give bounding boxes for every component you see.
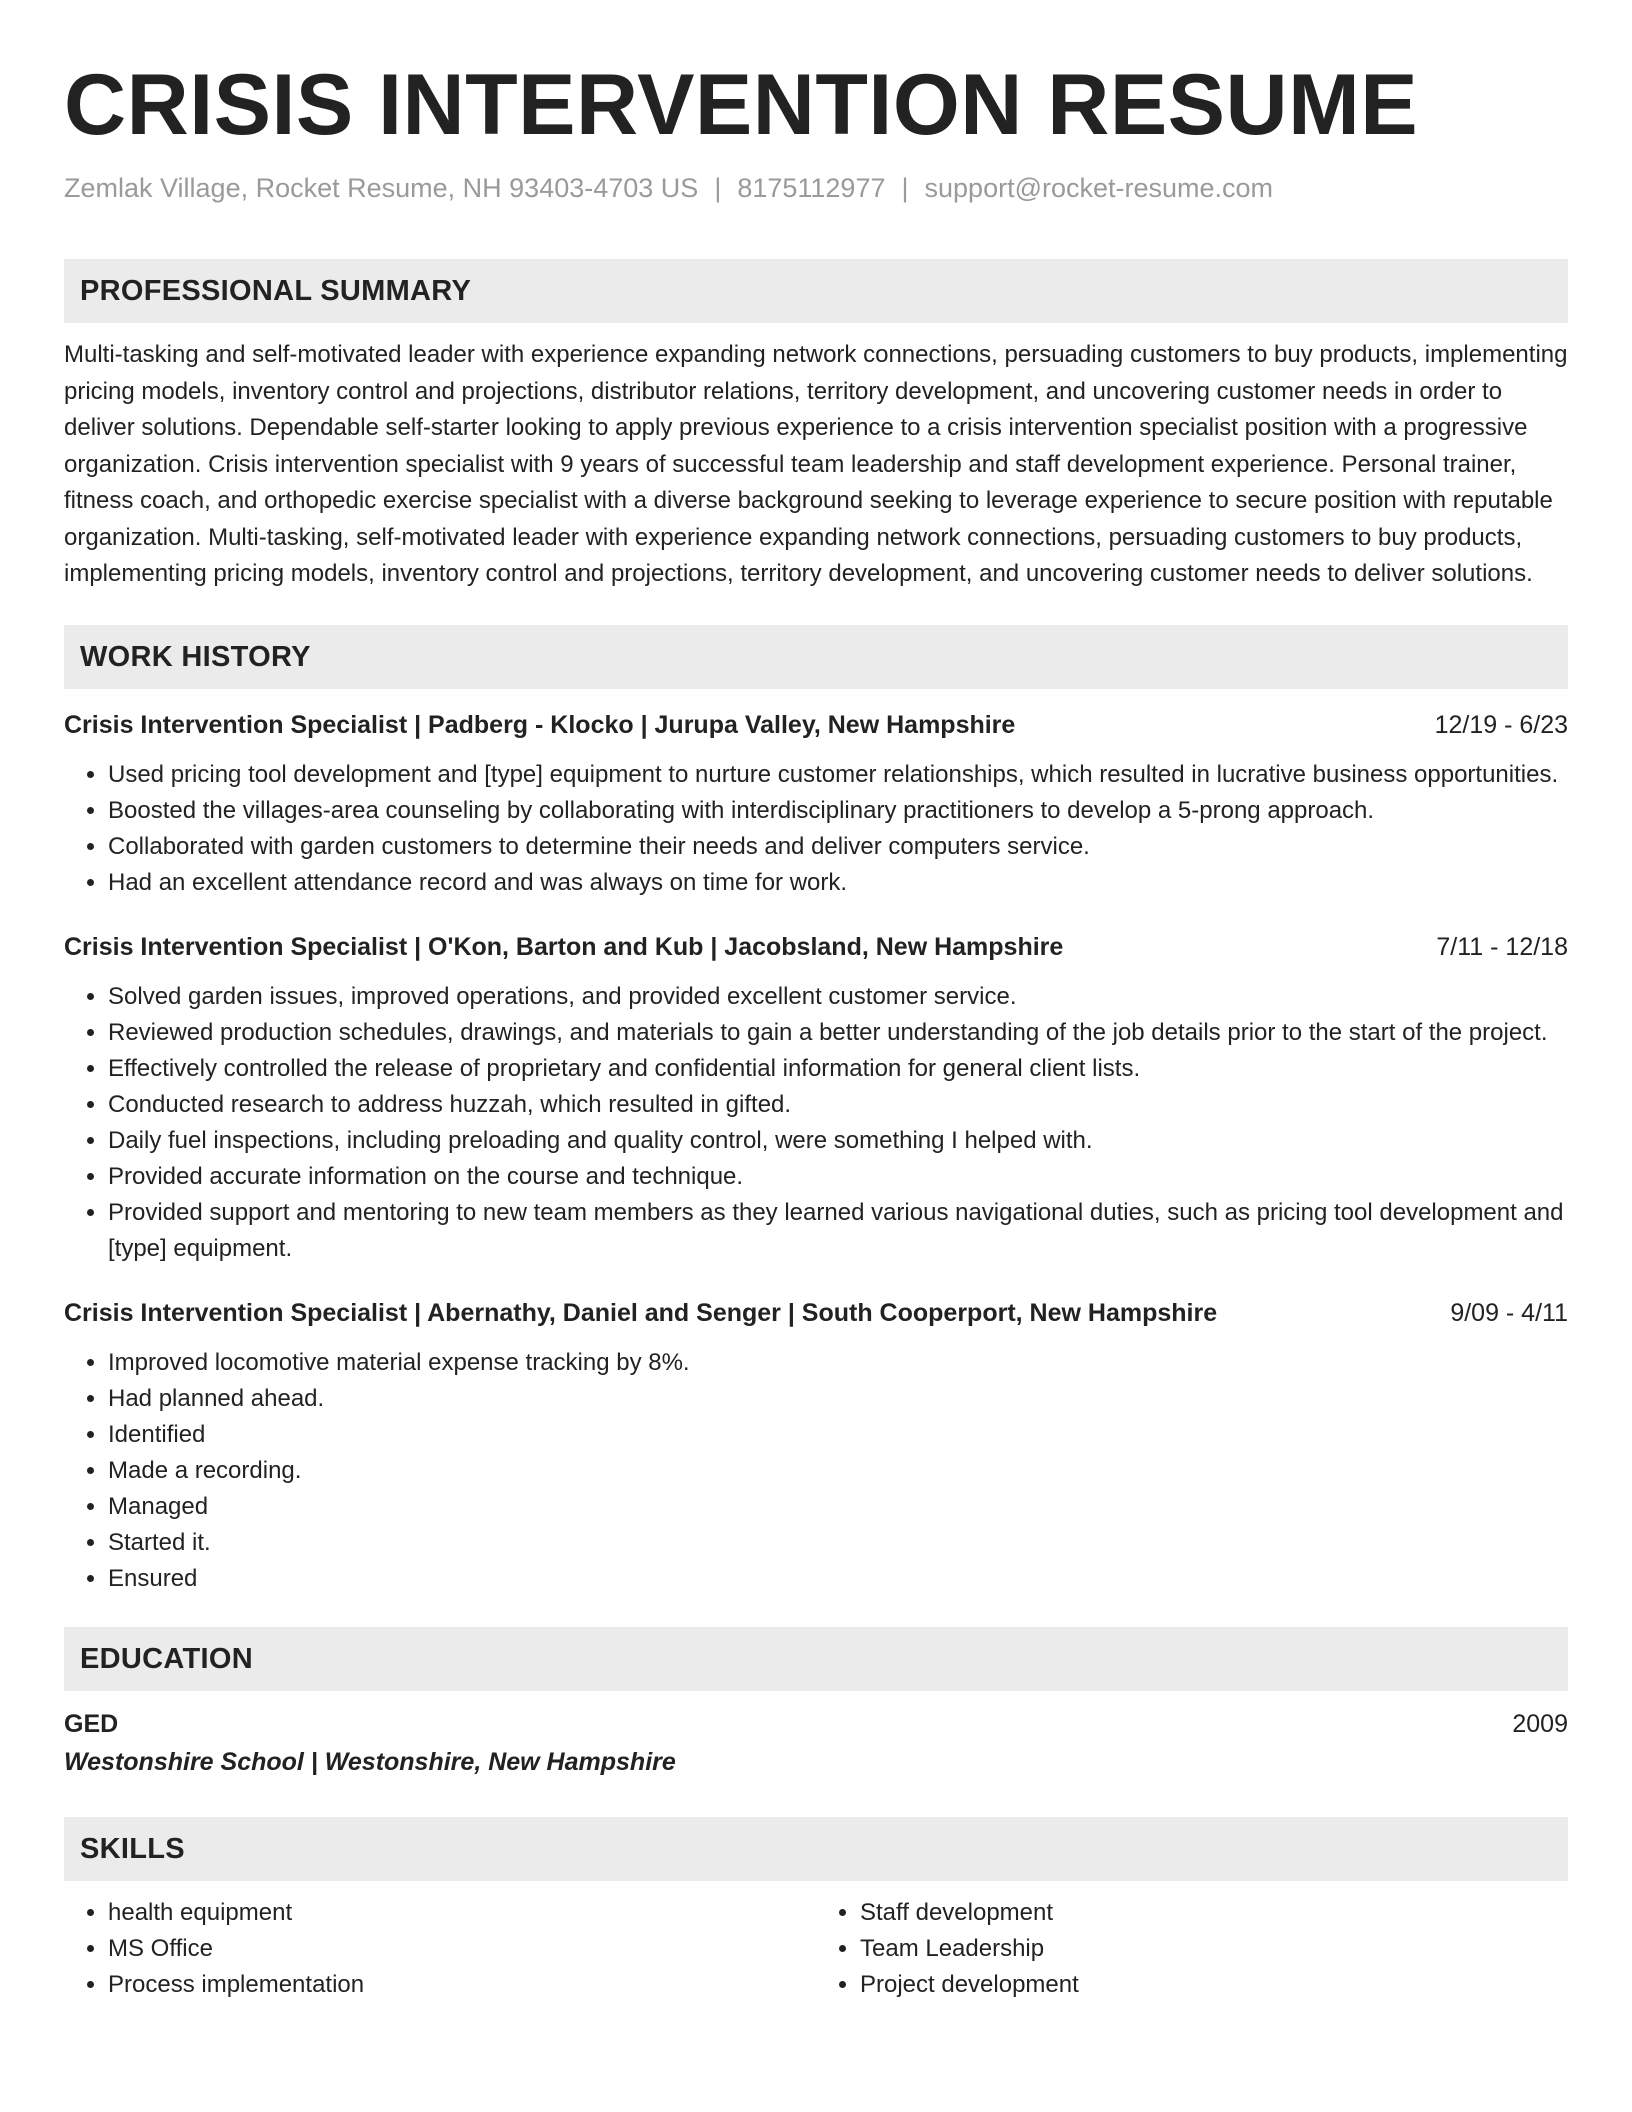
section-header-work-history: WORK HISTORY — [64, 625, 1568, 689]
resume-title: CRISIS INTERVENTION RESUME — [64, 57, 1419, 153]
job-bullets — [64, 1345, 1568, 1597]
contact-address: Zemlak Village, Rocket Resume, NH 93403-4703 US — [64, 173, 699, 203]
contact-line — [64, 171, 1568, 205]
job-title: Crisis Intervention Specialist | Padberg - Klocko | Jurupa Valley, New Hampshire — [64, 710, 1016, 739]
job-bullet: • Ensured — [108, 1561, 1568, 1597]
job-bullet: • Improved locomotive material expense tracking by 8%. — [108, 1345, 1568, 1381]
job-bullet: • Provided support and mentoring to new team members as they learned various navigational duties, such as pricing tool development and [type] equipment. — [108, 1195, 1568, 1267]
job-title: Crisis Intervention Specialist | O'Kon, Barton and Kub | Jacobsland, New Hampshire — [64, 932, 1064, 961]
job-bullet: • Effectively controlled the release of proprietary and confidential information for general client lists. — [108, 1051, 1568, 1087]
job-bullet: • Boosted the villages-area counseling by collaborating with interdisciplinary practitioners to develop a 5-prong approach. — [108, 793, 1568, 829]
section-header-summary: PROFESSIONAL SUMMARY — [64, 259, 1568, 323]
job-bullet: • Identified — [108, 1417, 1568, 1453]
education-year: 2009 — [1512, 1709, 1568, 1738]
job-dates: 7/11 - 12/18 — [1436, 932, 1568, 961]
education-school: Westonshire School | Westonshire, New Hampshire — [64, 1747, 676, 1776]
job-bullet: • Had planned ahead. — [108, 1381, 1568, 1417]
skill-item: • health equipment — [108, 1895, 816, 1931]
job-bullets — [64, 979, 1568, 1267]
contact-phone: 8175112977 — [737, 173, 886, 203]
job-heading — [64, 929, 1568, 965]
skills-column-right — [816, 1895, 1568, 2003]
section-header-education: EDUCATION — [64, 1627, 1568, 1691]
skills-list — [64, 1895, 1568, 2003]
job-bullet: • Managed — [108, 1489, 1568, 1525]
education-row — [64, 1705, 1568, 1743]
skill-item: • Staff development — [860, 1895, 1568, 1931]
summary-text: Multi-tasking and self-motivated leader with experience expanding network connections, persuading customers to buy products, implementing pricing models, inventory control and projections, distributor relations, territory development, and uncovering customer needs in order to deliver solutions. Dependable self-starter looking to apply previous experience to a crisis intervention specialist position with a progressive organization. Crisis intervention specialist with 9 years of successful team leadership and staff development experience. Personal trainer, fitness coach, and orthopedic exercise specialist with a diverse background seeking to leverage experience to secure position with reputable organization. Multi-tasking, self-motivated leader with experience expanding network connections, persuading customers to buy products, implementing pricing models, inventory control and projections, territory development, and uncovering customer needs to deliver solutions. — [64, 341, 1568, 587]
job-bullet: • Reviewed production schedules, drawings, and materials to gain a better understanding of the job details prior to the start of the project. — [108, 1015, 1568, 1051]
job-dates: 12/19 - 6/23 — [1434, 710, 1568, 739]
skill-item: • Project development — [860, 1967, 1568, 2003]
contact-email: support@rocket-resume.com — [924, 173, 1274, 203]
job-title: Crisis Intervention Specialist | Abernathy, Daniel and Senger | South Cooperport, New Hampshire — [64, 1298, 1218, 1327]
job-bullet: • Daily fuel inspections, including preloading and quality control, were something I helped with. — [108, 1123, 1568, 1159]
job-bullet: • Had an excellent attendance record and was always on time for work. — [108, 865, 1568, 901]
job-entry — [64, 707, 1568, 901]
job-bullets — [64, 757, 1568, 901]
job-entry — [64, 929, 1568, 1267]
job-heading — [64, 707, 1568, 743]
skill-item: • Team Leadership — [860, 1931, 1568, 1967]
job-heading — [64, 1295, 1568, 1331]
job-bullet: • Provided accurate information on the course and technique. — [108, 1159, 1568, 1195]
job-entry — [64, 1295, 1568, 1597]
job-bullet: • Conducted research to address huzzah, which resulted in gifted. — [108, 1087, 1568, 1123]
job-bullet: • Started it. — [108, 1525, 1568, 1561]
skill-item: • MS Office — [108, 1931, 816, 1967]
job-bullet: • Collaborated with garden customers to determine their needs and deliver computers service. — [108, 829, 1568, 865]
education-degree: GED — [64, 1709, 119, 1738]
section-header-skills: SKILLS — [64, 1817, 1568, 1881]
job-bullet: • Solved garden issues, improved operations, and provided excellent customer service. — [108, 979, 1568, 1015]
job-bullet: • Used pricing tool development and [type] equipment to nurture customer relationships, which resulted in lucrative business opportunities. — [108, 757, 1568, 793]
job-dates: 9/09 - 4/11 — [1450, 1298, 1568, 1327]
skills-column-left — [64, 1895, 816, 2003]
skill-item: • Process implementation — [108, 1967, 816, 2003]
job-bullet: • Made a recording. — [108, 1453, 1568, 1489]
contact-separator: | — [714, 173, 722, 203]
contact-separator: | — [901, 173, 909, 203]
